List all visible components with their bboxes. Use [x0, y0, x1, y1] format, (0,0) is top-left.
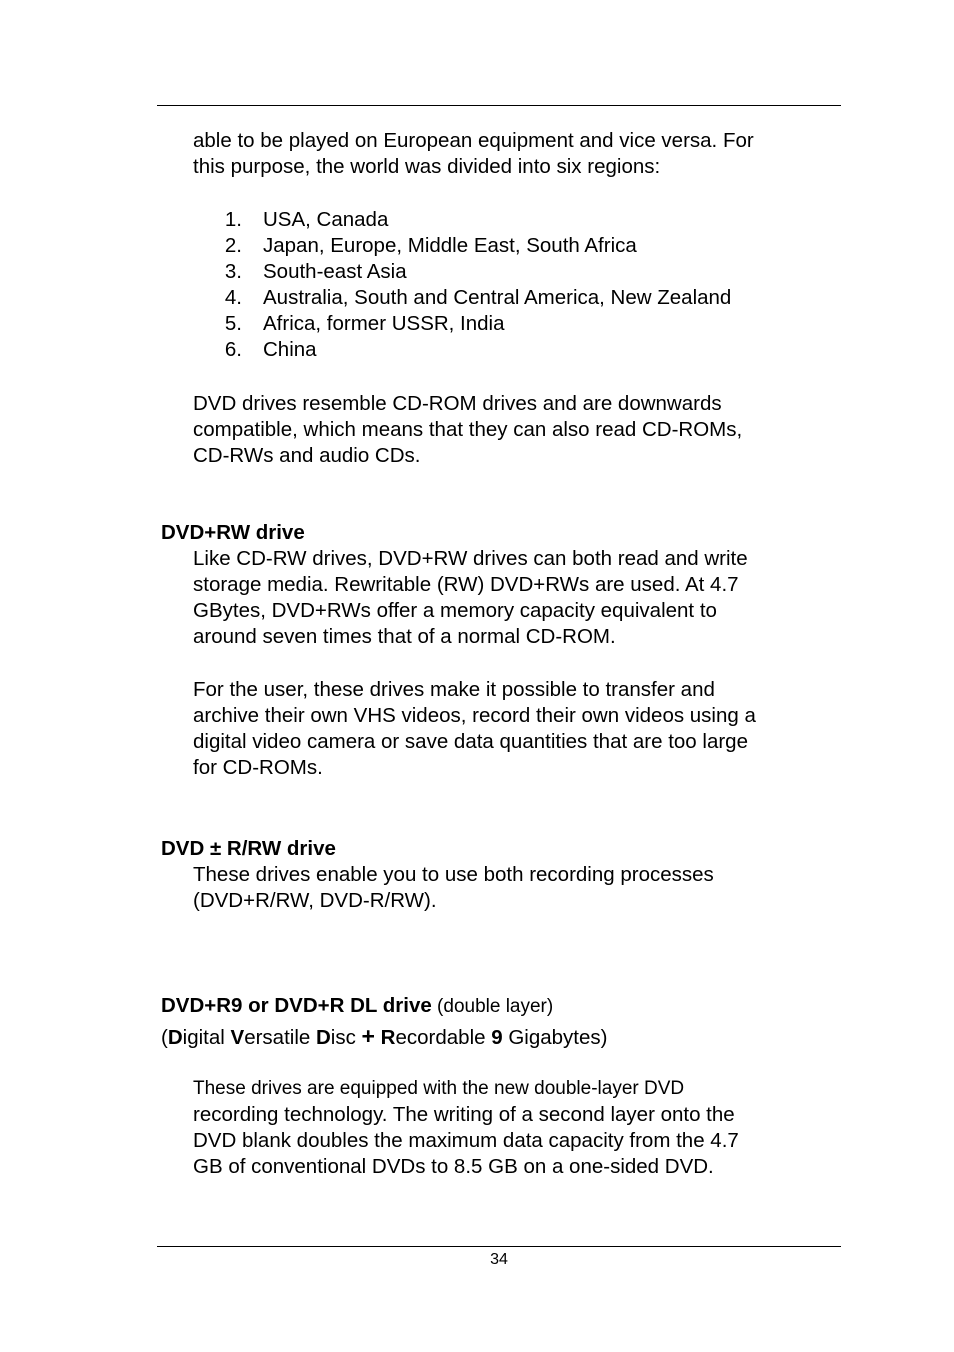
dvd-r9-acronym: (Digital Versatile Disc + Recordable 9 Gigabytes)	[161, 1023, 608, 1049]
header-rule	[157, 105, 841, 106]
list-item: 3. South-east Asia	[224, 260, 407, 283]
regions-list	[193, 207, 731, 363]
intro-line-2: this purpose, the world was divided into six regions:	[193, 155, 661, 178]
list-item: 1. USA, Canada	[224, 208, 389, 231]
dvd-plus-minus-heading: DVD ± R/RW drive	[161, 837, 336, 860]
dvd-drives-paragraph: DVD drives resemble CD-ROM drives and are downwards compatible, which means that they can also read CD-ROMs, CD-RWs and audio CDs.	[193, 392, 743, 467]
footer-rule	[157, 1246, 841, 1247]
list-item: 2. Japan, Europe, Middle East, South Africa	[224, 234, 637, 257]
intro-paragraph	[193, 128, 754, 180]
list-item: 6. China	[224, 338, 317, 361]
intro-line-1: able to be played on European equipment and vice versa. For	[193, 129, 754, 152]
page-number: 34	[490, 1251, 508, 1268]
dvd-rw-heading: DVD+RW drive	[161, 521, 305, 544]
list-item: 4. Australia, South and Central America, New Zealand	[224, 286, 732, 309]
dvd-plus-minus-paragraph: These drives enable you to use both recording processes (DVD+R/RW, DVD-R/RW).	[193, 863, 714, 912]
list-item: 5. Africa, former USSR, India	[224, 312, 505, 335]
dvd-r9-paragraph: These drives are equipped with the new double-layer DVD recording technology. The writing of a second layer onto the DVD blank doubles the maximum data capacity from the 4.7 GB of conventional DVDs to 8.5 GB on a one-sided DVD.	[193, 1078, 739, 1178]
dvd-rw-paragraph-2: For the user, these drives make it possible to transfer and archive their own VHS videos, record their own videos using a digital video camera or save data quantities that are too large for CD-ROMs.	[193, 678, 756, 779]
dvd-r9-heading: DVD+R9 or DVD+R DL drive (double layer)	[161, 994, 554, 1017]
dvd-rw-paragraph-1: Like CD-RW drives, DVD+RW drives can both read and write storage media. Rewritable (RW) DVD+RWs are used. At 4.7 GBytes, DVD+RWs offer a memory capacity equivalent to around seven times that of a normal CD-ROM.	[193, 547, 748, 648]
